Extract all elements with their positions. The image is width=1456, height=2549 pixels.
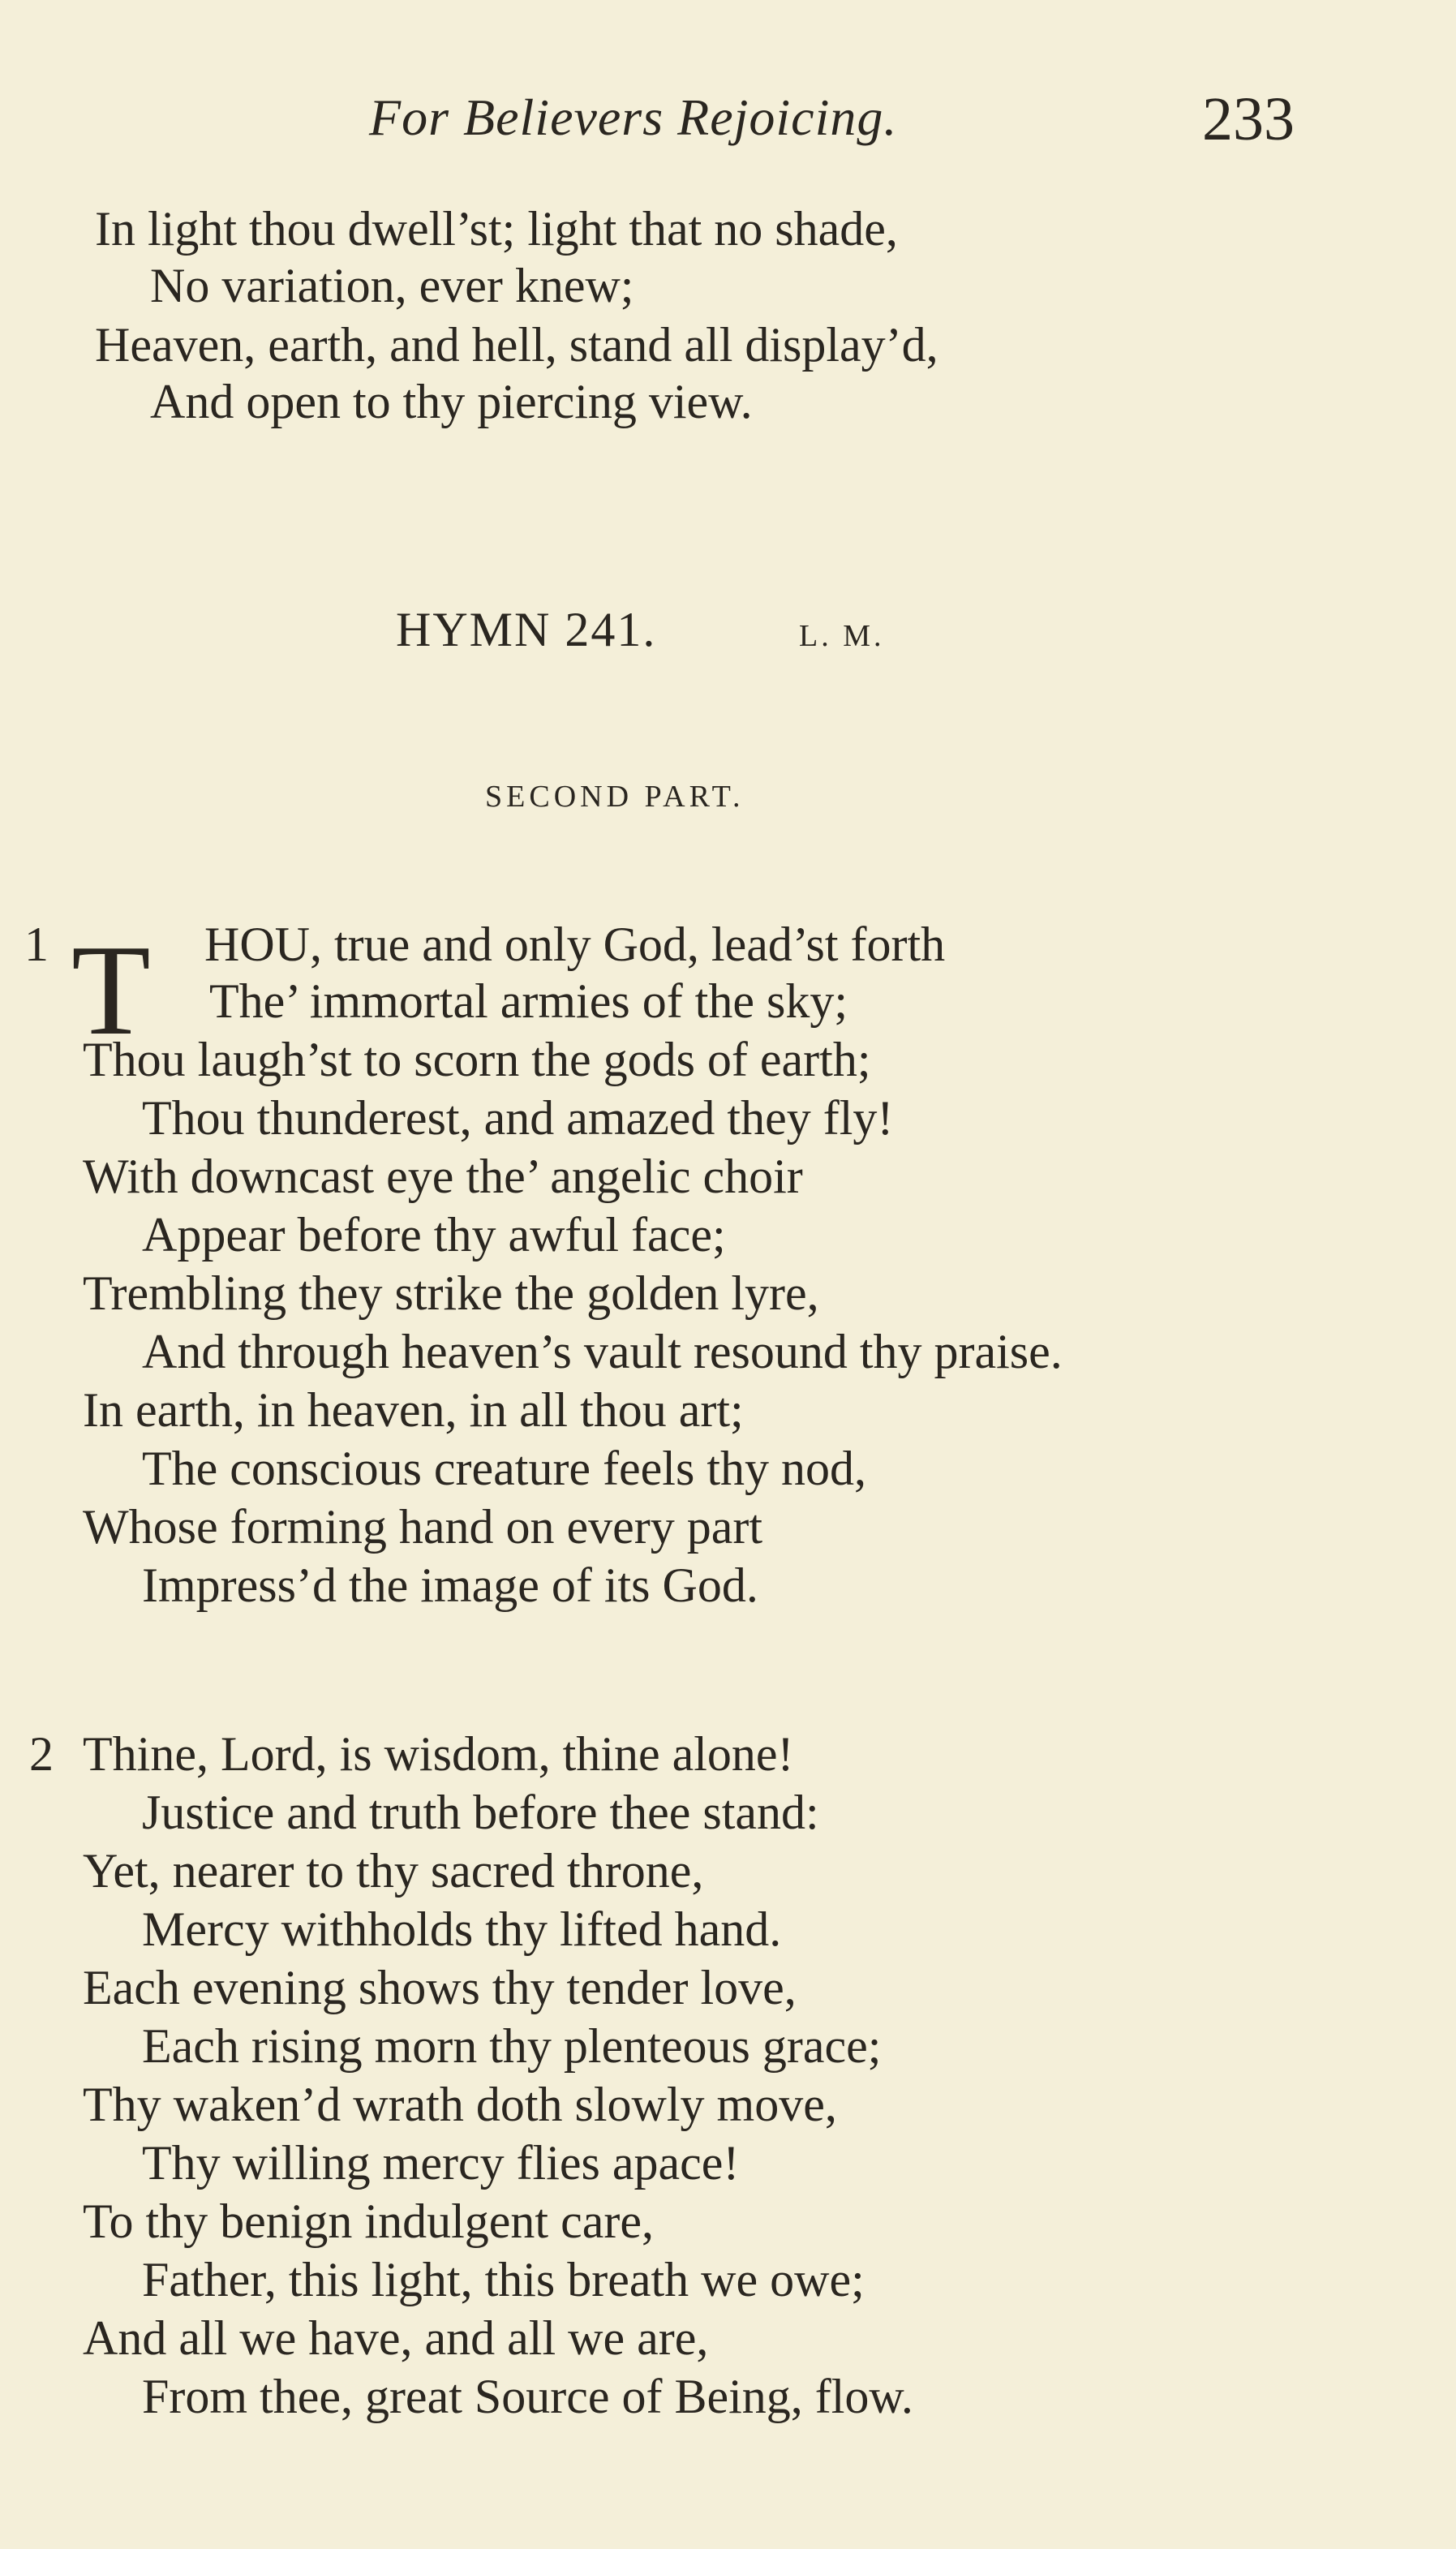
drop-capital: T (71, 918, 151, 1062)
verse-line: Each rising morn thy plenteous grace; (142, 2019, 882, 2073)
verse-line: Justice and truth before thee stand: (142, 1786, 819, 1839)
verse-line: The’ immortal armies of the sky; (209, 974, 848, 1028)
verse-line: And all we have, and all we are, (83, 2311, 709, 2365)
part-heading: SECOND PART. (485, 780, 745, 814)
verse-line: HOU, true and only God, lead’st forth (204, 918, 946, 971)
verse-line: In light thou dwell’st; light that no shade, (95, 202, 898, 256)
verse-line: And through heaven’s vault resound thy praise. (142, 1325, 1063, 1378)
stanza-number: 2 (29, 1727, 54, 1781)
verse-line: Mercy withholds thy lifted hand. (142, 1902, 782, 1956)
verse-line: In earth, in heaven, in all thou art; (83, 1383, 744, 1437)
page-number: 233 (1202, 85, 1295, 153)
verse-line: No variation, ever knew; (150, 259, 634, 312)
verse-line: Thy waken’d wrath doth slowly move, (83, 2078, 837, 2131)
verse-line: And open to thy piercing view. (150, 375, 753, 428)
verse-line: Thou laugh’st to scorn the gods of earth; (83, 1033, 871, 1086)
verse-line: Appear before thy awful face; (142, 1208, 726, 1262)
verse-line: Impress’d the image of its God. (142, 1558, 758, 1612)
verse-line: Thy willing mercy flies apace! (142, 2136, 740, 2190)
verse-line: Each evening shows thy tender love, (83, 1961, 797, 2014)
stanza-number: 1 (24, 918, 49, 971)
verse-line: Whose forming hand on every part (83, 1500, 763, 1554)
verse-line: Heaven, earth, and hell, stand all display’d, (95, 318, 938, 372)
verse-line: From thee, great Source of Being, flow. (142, 2370, 913, 2423)
verse-line: Thine, Lord, is wisdom, thine alone! (83, 1727, 794, 1781)
verse-line: Father, this light, this breath we owe; (142, 2253, 865, 2306)
verse-line: The conscious creature feels thy nod, (142, 1442, 866, 1495)
verse-line: To thy benign indulgent care, (83, 2194, 654, 2248)
hymn-meter: L. M. (799, 619, 885, 653)
hymn-heading: HYMN 241. (396, 603, 657, 656)
verse-line: With downcast eye the’ angelic choir (83, 1150, 803, 1203)
verse-line: Trembling they strike the golden lyre, (83, 1266, 819, 1320)
verse-line: Yet, nearer to thy sacred throne, (83, 1844, 704, 1898)
verse-line: Thou thunderest, and amazed they fly! (142, 1091, 894, 1145)
running-title: For Believers Rejoicing. (369, 88, 898, 146)
